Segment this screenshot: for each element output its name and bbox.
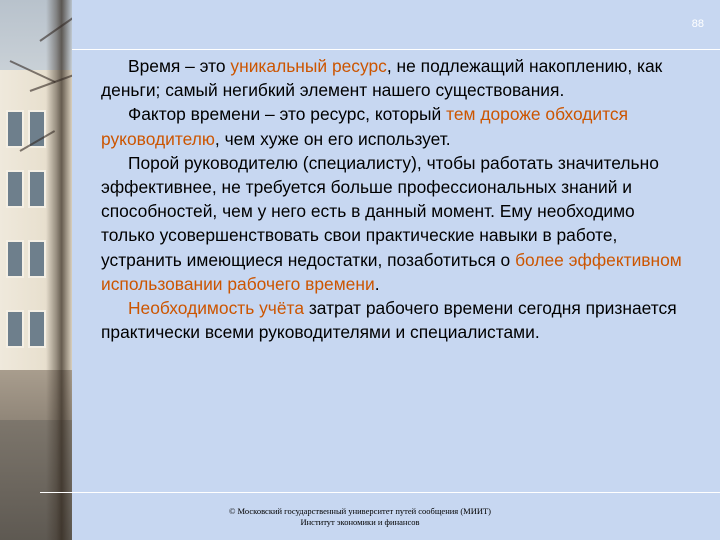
body-text: . <box>374 273 380 294</box>
paragraph <box>101 296 686 344</box>
footer-institute: Институт экономики и финансов <box>300 517 420 527</box>
highlighted-text: тем дороже обходится руководителю <box>101 104 629 149</box>
building-window <box>6 170 24 208</box>
footer-divider <box>40 492 720 493</box>
header-divider <box>72 49 720 50</box>
paragraph <box>101 102 686 150</box>
building-window <box>6 310 24 348</box>
body-text: затрат рабочего времени сегодня признается практически всеми руководителями и специалистами. <box>101 298 677 343</box>
body-text: , не подлежащий накоплению, как деньги; самый негибкий элемент нашего существования. <box>101 56 663 101</box>
building-window <box>28 310 46 348</box>
building-window <box>6 240 24 278</box>
building-window <box>6 110 24 148</box>
building-window <box>28 240 46 278</box>
body-text: , чем хуже он его использует. <box>214 128 451 149</box>
highlighted-text: Необходимость учёта <box>128 298 304 319</box>
building-window <box>28 170 46 208</box>
slide-body-text <box>101 54 686 344</box>
body-text: Порой руководителю (специалисту), чтобы работать значительно эффективнее, не требуется больше профессиональных знаний и способностей, чем у него есть в данный момент. Ему необходимо только усовершенствовать свои практические навыки в работе, устранить имеющиеся недостатки, позаботиться о <box>101 152 659 270</box>
body-text: Время – это <box>128 56 231 76</box>
building-photo <box>0 0 72 540</box>
body-text: Фактор времени – это ресурс, который <box>128 104 447 125</box>
footer-copyright: © Московский государственный университет путей сообщения (МИИТ) <box>228 506 492 516</box>
highlighted-text: уникальный ресурс <box>230 56 387 76</box>
paragraph <box>101 54 686 102</box>
paragraph <box>101 151 686 296</box>
highlighted-text: более эффективном использовании рабочего времени <box>101 249 682 294</box>
footer <box>150 506 570 528</box>
page-number: 88 <box>691 18 704 30</box>
